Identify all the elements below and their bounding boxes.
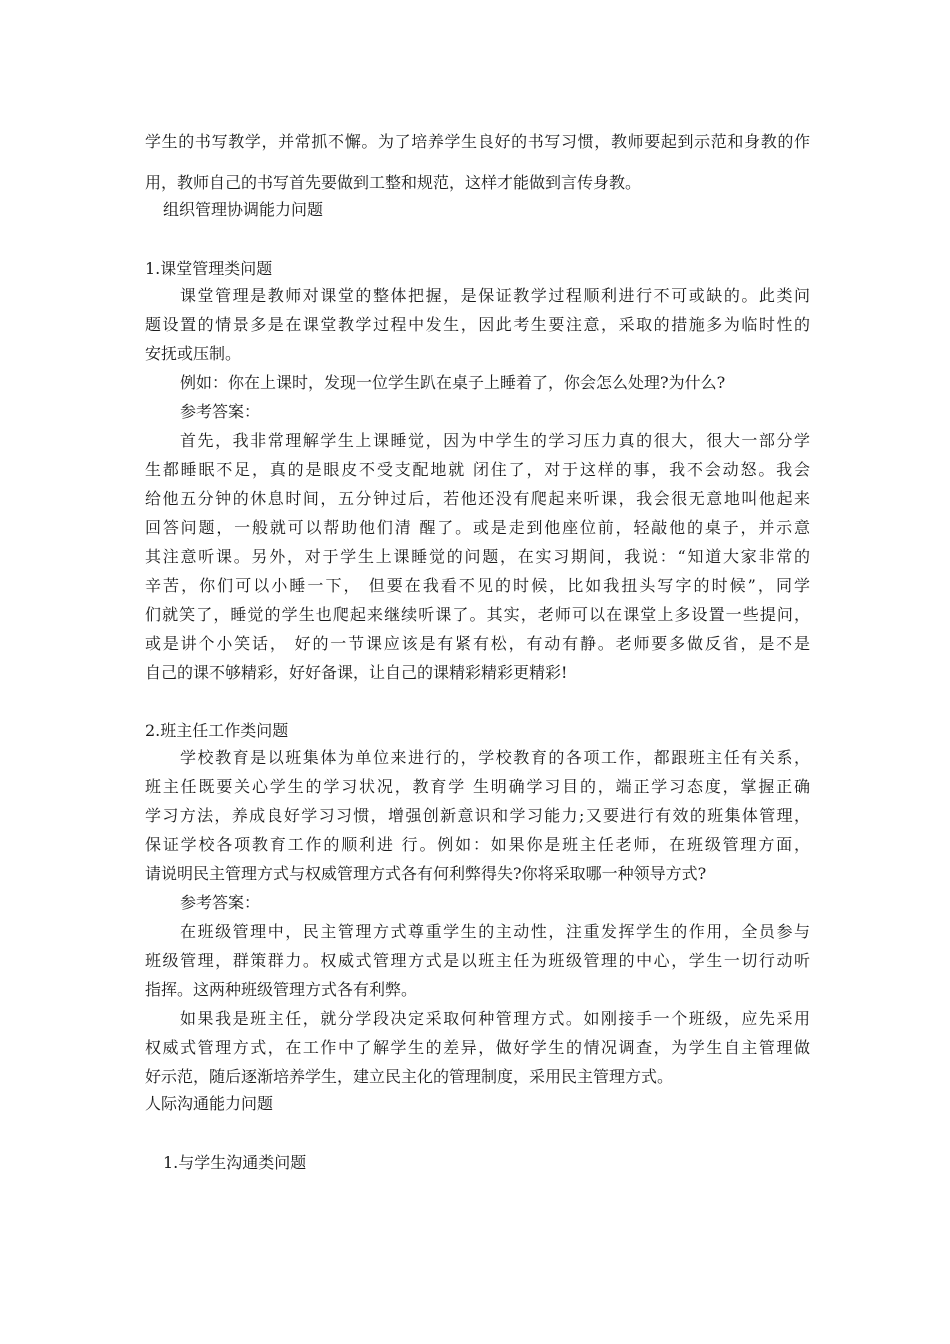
text-line: 自己的课不够精彩，好好备课，让自己的课精彩精彩更精彩! — [145, 663, 568, 682]
text-line: 好示范，随后逐渐培养学生，建立民主化的管理制度，采用民主管理方式。 — [145, 1067, 674, 1086]
text-line: 如果我是班主任，就分学段决定采取何种管理方式。如刚接手一个班级，应先采用 — [180, 1009, 810, 1028]
text-line: 辛苦，你们可以小睡一下， 但要在我看不见的时候，比如我扭头写字的时候”，同学 — [145, 576, 810, 595]
text-line: 学生的书写教学，并常抓不懈。为了培养学生良好的书写习惯，教师要起到示范和身教的作 — [145, 132, 810, 151]
subheading-student-communication: 1.与学生沟通类问题 — [163, 1153, 307, 1172]
section-heading-communication: 人际沟通能力问题 — [145, 1094, 274, 1113]
text-line: 班主任既要关心学生的学习状况，教育学 生明确学习目的，端正学习态度，掌握正确 — [145, 777, 810, 796]
answer-label: 参考答案： — [180, 893, 261, 912]
section-heading-organization: 组织管理协调能力问题 — [163, 200, 324, 219]
text-line: 保证学校各项教育工作的顺利进 行。例如：如果你是班主任老师，在班级管理方面， — [145, 835, 810, 854]
text-line: 班级管理，群策群力。权威式管理方式是以班主任为班级管理的中心，学生一切行动听 — [145, 951, 810, 970]
text-line: 指挥。这两种班级管理方式各有利弊。 — [145, 980, 418, 999]
text-line: 回答问题，一般就可以帮助他们清 醒了。或是走到他座位前，轻敲他的桌子，并示意 — [145, 518, 810, 537]
text-line: 请说明民主管理方式与权威管理方式各有何利弊得失?你将采取哪一种领导方式? — [145, 864, 707, 883]
answer-label: 参考答案： — [180, 402, 261, 421]
text-line: 学校教育是以班集体为单位来进行的，学校教育的各项工作，都跟班主任有关系， — [180, 748, 810, 767]
text-line: 用，教师自己的书写首先要做到工整和规范，这样才能做到言传身教。 — [145, 173, 642, 192]
text-line: 权威式管理方式，在工作中了解学生的差异，做好学生的情况调查，为学生自主管理做 — [145, 1038, 810, 1057]
text-line: 生都睡眠不足，真的是眼皮不受支配地就 闭住了，对于这样的事，我不会动怒。我会 — [145, 460, 810, 479]
text-line: 安抚或压制。 — [145, 344, 242, 363]
text-line: 学习方法，养成良好学习习惯，增强创新意识和学习能力;又要进行有效的班集体管理， — [145, 806, 810, 825]
text-line: 其注意听课。另外，对于学生上课睡觉的问题，在实习期间，我说：“知道大家非常的 — [145, 547, 810, 566]
text-line: 们就笑了，睡觉的学生也爬起来继续听课了。其实，老师可以在课堂上多设置一些提问， — [145, 605, 810, 624]
text-line: 或是讲个小笑话， 好的一节课应该是有紧有松，有动有静。老师要多做反省，是不是 — [145, 634, 810, 653]
text-line: 在班级管理中，民主管理方式尊重学生的主动性，注重发挥学生的作用，全员参与 — [180, 922, 810, 941]
subheading-classroom-management: 1.课堂管理类问题 — [145, 259, 273, 278]
text-line: 例如：你在上课时，发现一位学生趴在桌子上睡着了，你会怎么处理?为什么? — [180, 373, 726, 392]
text-line: 题设置的情景多是在课堂教学过程中发生，因此考生要注意，采取的措施多为临时性的 — [145, 315, 810, 334]
text-line: 首先，我非常理解学生上课睡觉，因为中学生的学习压力真的很大，很大一部分学 — [180, 431, 810, 450]
text-line: 课堂管理是教师对课堂的整体把握，是保证教学过程顺利进行不可或缺的。此类问 — [180, 286, 810, 305]
text-line: 给他五分钟的休息时间，五分钟过后，若他还没有爬起来听课，我会很无意地叫他起来 — [145, 489, 810, 508]
subheading-head-teacher-work: 2.班主任工作类问题 — [145, 721, 289, 740]
